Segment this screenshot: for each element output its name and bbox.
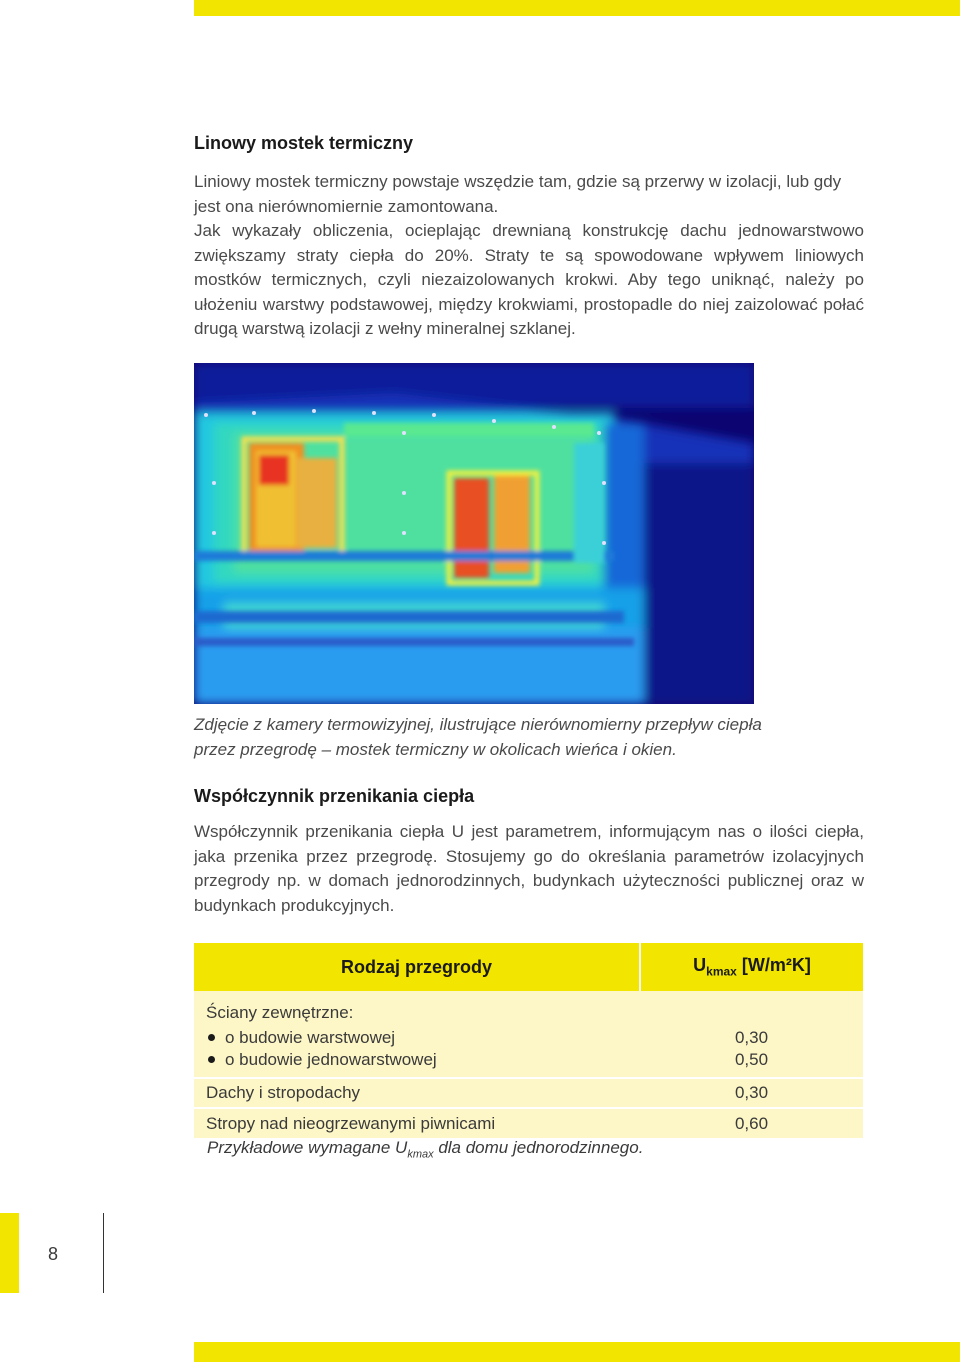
table-row	[194, 1108, 863, 1138]
bullet-icon	[208, 1056, 215, 1063]
row-label: o budowie jednowarstwowej	[225, 1050, 437, 1069]
header-u-subscript: kmax	[706, 964, 737, 979]
table-note	[207, 1138, 643, 1160]
table-row	[194, 1050, 863, 1078]
header-partition-type: Rodzaj przegrody	[194, 943, 640, 991]
divider-line	[103, 1213, 104, 1293]
table-row	[194, 1078, 863, 1108]
bullet-icon	[208, 1034, 215, 1041]
table-row	[194, 991, 863, 1025]
paragraph-u-coefficient: Współczynnik przenikania ciepła U jest parametrem, informującym nas o ilości ciepła, jaka przenika przez przegrodę. Stosujemy go do określania parametrów izolacyjnych przegrody np. w domach jednorodzinnych, budynkach użyteczności publicznej oraz w budynkach produkcyjnych.	[194, 822, 864, 915]
table-row	[194, 1025, 863, 1050]
paragraph-calculations: Jak wykazały obliczenia, ocieplając drewnianą konstrukcję dachu jednowarstwowo zwiększamy straty ciepła do 20%. Straty te są spowodowane wpływem liniowych mostków termicznych, czyli niezaizolowanych krokwi. Aby tego uniknąć, należy po ułożeniu warstwy podstawowej, między krokwiami, prostopadle do niej zaizolować połać drugą warstwą izolacji z wełny mineralnej szklanej.	[194, 221, 864, 338]
section-title-u-coefficient: Współczynnik przenikania ciepła	[194, 786, 475, 806]
row-value: 0,30	[640, 1078, 863, 1108]
header-u-unit: [W/m²K]	[741, 955, 811, 976]
table-header-row	[194, 943, 863, 991]
paragraph-intro: Liniowy mostek termiczny powstaje wszędzie tam, gdzie są przerwy w izolacji, lub gdy jest ona nierównomiernie zamontowana.	[194, 172, 842, 216]
u-values-table	[194, 943, 863, 1138]
note-text-end: dla domu jednorodzinnego.	[433, 1138, 644, 1157]
row-single-layer-wall	[194, 1050, 640, 1078]
page-number: 8	[48, 1244, 59, 1264]
row-group-walls: Ściany zewnętrzne:	[206, 1003, 354, 1022]
bottom-accent-bar	[194, 1342, 960, 1362]
row-value: 0,50	[734, 1050, 769, 1069]
row-roofs: Dachy i stropodachy	[194, 1078, 640, 1108]
header-u-symbol: U	[693, 955, 707, 976]
row-value: 0,60	[640, 1108, 863, 1138]
header-ukmax	[640, 943, 863, 991]
page-marker-bar	[0, 1213, 19, 1293]
thermal-camera-image	[194, 363, 754, 704]
row-ceilings: Stropy nad nieogrzewanymi piwnicami	[194, 1108, 640, 1138]
section-title-thermal-bridge: Linowy mostek termiczny	[194, 133, 414, 153]
figure-caption: Zdjęcie z kamery termowizyjnej, ilustrujące nierównomierny przepływ ciepła przez przegrodę – mostek termiczny w okolicach wieńca i okien.	[194, 715, 762, 759]
row-label: o budowie warstwowej	[225, 1027, 396, 1047]
row-layered-wall	[194, 1025, 640, 1050]
row-value: 0,30	[734, 1027, 769, 1047]
note-text: Przykładowe wymagane U	[207, 1138, 408, 1157]
top-accent-bar	[194, 0, 960, 16]
note-subscript: kmax	[407, 1148, 434, 1161]
